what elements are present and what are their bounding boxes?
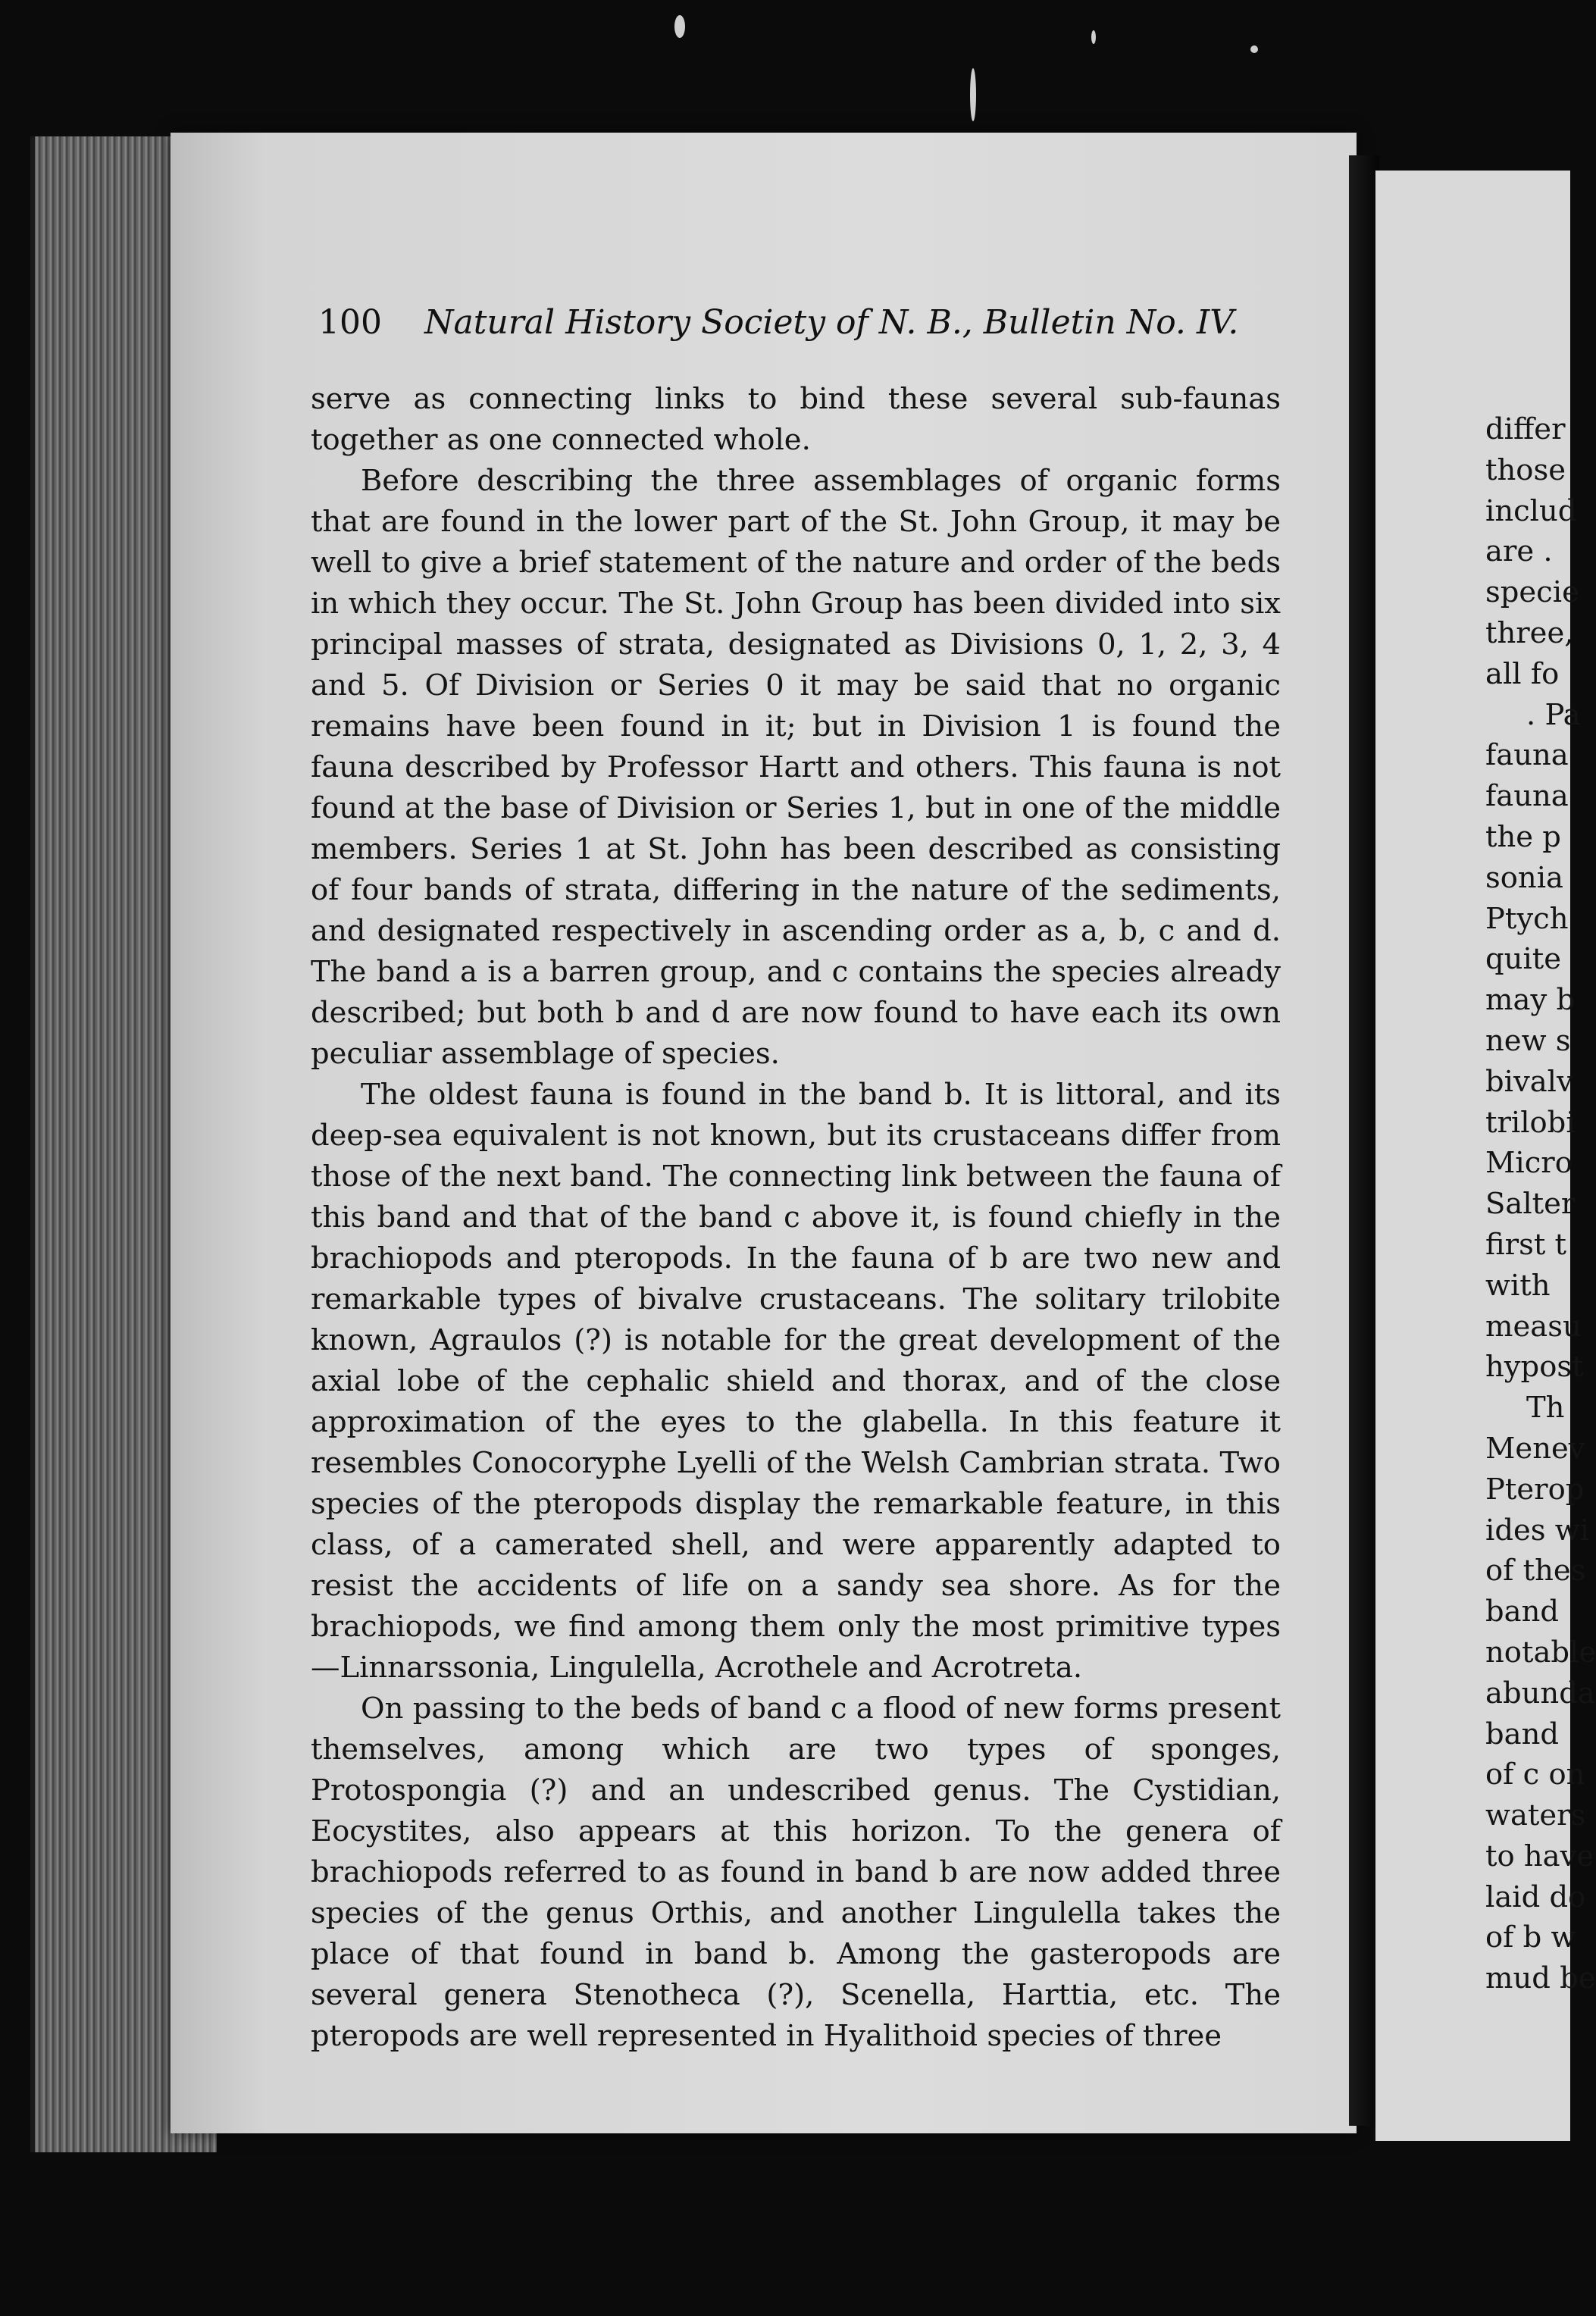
right-page-line: fauna <box>1485 738 1569 773</box>
body-text <box>311 379 1281 2053</box>
right-page-line: ides wi <box>1485 1513 1590 1548</box>
right-page-line: . Pa <box>1526 697 1581 732</box>
right-page-line: those <box>1485 452 1566 487</box>
right-page-line: of b w <box>1485 1920 1576 1955</box>
right-page-line: mud be <box>1485 1961 1596 1996</box>
right-page-line: all fo <box>1485 656 1560 691</box>
right-page-line: bivalv <box>1485 1064 1573 1099</box>
right-page-line: Micro <box>1485 1146 1573 1181</box>
book-gutter <box>1349 155 1379 2126</box>
right-page-line: the p <box>1485 819 1561 854</box>
right-page-line: quite <box>1485 942 1562 977</box>
right-page-line: are . <box>1485 534 1553 569</box>
right-page-line: of thes <box>1485 1554 1586 1588</box>
right-page-line: band <box>1485 1595 1560 1629</box>
right-page-line: of c on <box>1485 1757 1585 1792</box>
right-page-line: sonia <box>1485 860 1563 895</box>
page-number: 100 <box>318 303 382 342</box>
right-page-line: first t <box>1485 1227 1567 1262</box>
right-page-line: band <box>1485 1717 1560 1751</box>
right-page-line: new s <box>1485 1023 1571 1058</box>
right-page-line: notable <box>1485 1635 1596 1670</box>
right-page-line: may b <box>1485 983 1576 1018</box>
right-page-line: to have <box>1485 1839 1594 1873</box>
right-page-line: three, <box>1485 615 1574 650</box>
right-page-line: Menev <box>1485 1431 1585 1466</box>
page-header <box>318 303 1273 364</box>
paragraph: serve as connecting links to bind these several sub-faunas together as one connected whole. <box>311 382 1281 457</box>
right-page-line: fauna <box>1485 779 1569 814</box>
dust-speck <box>970 68 976 121</box>
dust-speck <box>1091 30 1096 44</box>
right-page-line: trilobi <box>1485 1105 1576 1140</box>
right-page-line: Ptych <box>1485 901 1569 936</box>
right-page-line: Th <box>1526 1391 1565 1426</box>
paragraph: Before describing the three assemblages of organic forms that are found in the lower part of the St. John Group, it may be well to give a brief statement of the nature and order of the beds in which they occur. The St. John Group has been divided into six principal masses of strata, designated as Divisions 0, 1, 2, 3, 4 and 5. Of Division or Series 0 it may be said that no organic remains have been found in it; but in Division 1 is found the fauna described by Professor Hartt and others. This fauna is not found at the base of Division or Series 1, but in one of the middle members. Series 1 at St. John has been described as consisting of four bands of strata, differing in the nature of the sediments, and designated respectively in ascending order as a, b, c and d. The band a is a barren group, and c contains the species already described; but both b and d are now found to have each its own peculiar assemblage of species. <box>311 464 1281 1071</box>
running-title: Natural History Society of N. B., Bulletin No. IV. <box>424 303 1239 342</box>
right-page-text-fragments <box>1485 409 1596 1999</box>
right-page-line: specie <box>1485 575 1579 610</box>
right-page-line: Pterop <box>1485 1472 1585 1507</box>
right-page-line: Salter <box>1485 1187 1576 1222</box>
right-page-line: with <box>1485 1268 1551 1303</box>
right-page-line: hypost <box>1485 1350 1584 1385</box>
right-page-line: includ <box>1485 493 1577 528</box>
right-page-line: laid do <box>1485 1879 1586 1914</box>
dust-speck <box>1250 45 1258 53</box>
right-page-line: measu <box>1485 1309 1582 1344</box>
right-page-line: abunda <box>1485 1676 1595 1710</box>
right-page-line: waters <box>1485 1798 1586 1833</box>
paragraph: On passing to the beds of band c a flood of new forms present themselves, among which are two types of sponges, Protospongia (?) and an undescribed genus. The Cystidian, Eocystites, also appears at this horizon. To the genera of brachiopods referred to as found in band b are now added three species of the genus Orthis, and another Lingulella takes the place of that found in band b. Among the gasteropods are several genera Stenotheca (?), Scenella, Harttia, etc. The pteropods are well represented in Hyalithoid species of three <box>311 1692 1281 2053</box>
dust-speck <box>674 15 685 38</box>
right-page-line: differ <box>1485 412 1566 446</box>
paragraph: The oldest fauna is found in the band b. It is littoral, and its deep-sea equivalent is not known, but its crustaceans differ from those of the next band. The connecting link between the fauna of this band and that of the band c above it, is found chiefly in the brachiopods and pteropods. In the fauna of b are two new and remarkable types of bivalve crustaceans. The solitary trilobite known, Agraulos (?) is notable for the great development of the axial lobe of the cephalic shield and thorax, and of the close approximation of the eyes to the glabella. In this feature it resembles Conocoryphe Lyelli of the Welsh Cambrian strata. Two species of the pteropods display the remarkable feature, in this class, of a camerated shell, and were apparently adapted to resist the accidents of life on a sandy sea shore. As for the brachiopods, we find among them only the most primitive types—Linnarssonia, Lingulella, Acrothele and Acrotreta. <box>311 1078 1281 1685</box>
